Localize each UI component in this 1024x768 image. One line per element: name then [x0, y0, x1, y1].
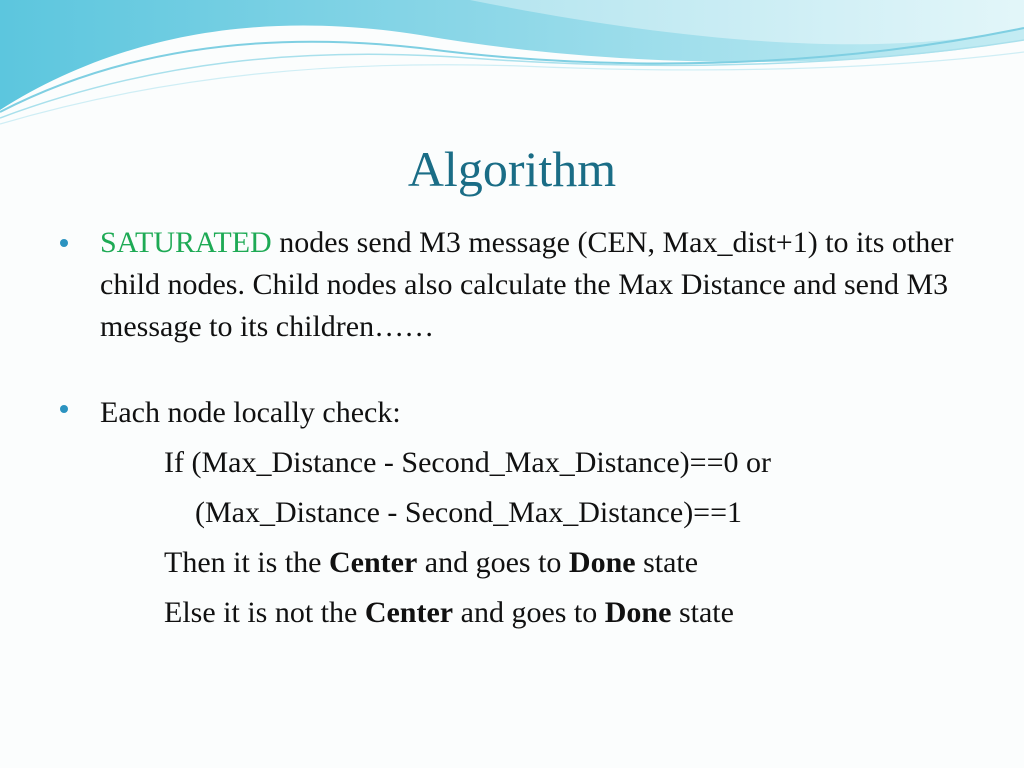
- if-condition-line: If (Max_Distance - Second_Max_Distance)==0 or: [164, 446, 771, 479]
- else-prefix: Else it is not the: [164, 596, 365, 629]
- bullet-dot-icon: [60, 405, 68, 413]
- then-line: [60, 538, 980, 588]
- bullet-dot-icon: [60, 239, 68, 247]
- else-done-keyword: Done: [604, 596, 672, 629]
- else-mid: and goes to: [453, 596, 605, 629]
- bullet-local-check: [60, 388, 980, 438]
- bullet-saturated: [60, 222, 980, 348]
- then-suffix: state: [635, 546, 699, 579]
- bullet2-text: Each node locally check:: [100, 396, 401, 429]
- then-mid: and goes to: [417, 546, 569, 579]
- bullet1-text: nodes send M3 message (CEN, Max_dist+1) to its other child nodes. Child nodes also calculate the Max Distance and send M3 message to its children……: [100, 226, 954, 343]
- else-suffix: state: [671, 596, 734, 629]
- then-center-keyword: Center: [328, 546, 418, 579]
- then-prefix: Then it is the: [164, 546, 329, 579]
- else-center-keyword: Center: [364, 596, 454, 629]
- saturated-keyword: SATURATED: [100, 226, 272, 259]
- else-line: [60, 588, 980, 638]
- slide-title: Algorithm: [407, 141, 617, 197]
- slide-content: [60, 222, 980, 638]
- second-condition-line: (Max_Distance - Second_Max_Distance)==1: [195, 496, 743, 529]
- header-wave-decoration: [0, 0, 1024, 130]
- then-done-keyword: Done: [568, 546, 636, 579]
